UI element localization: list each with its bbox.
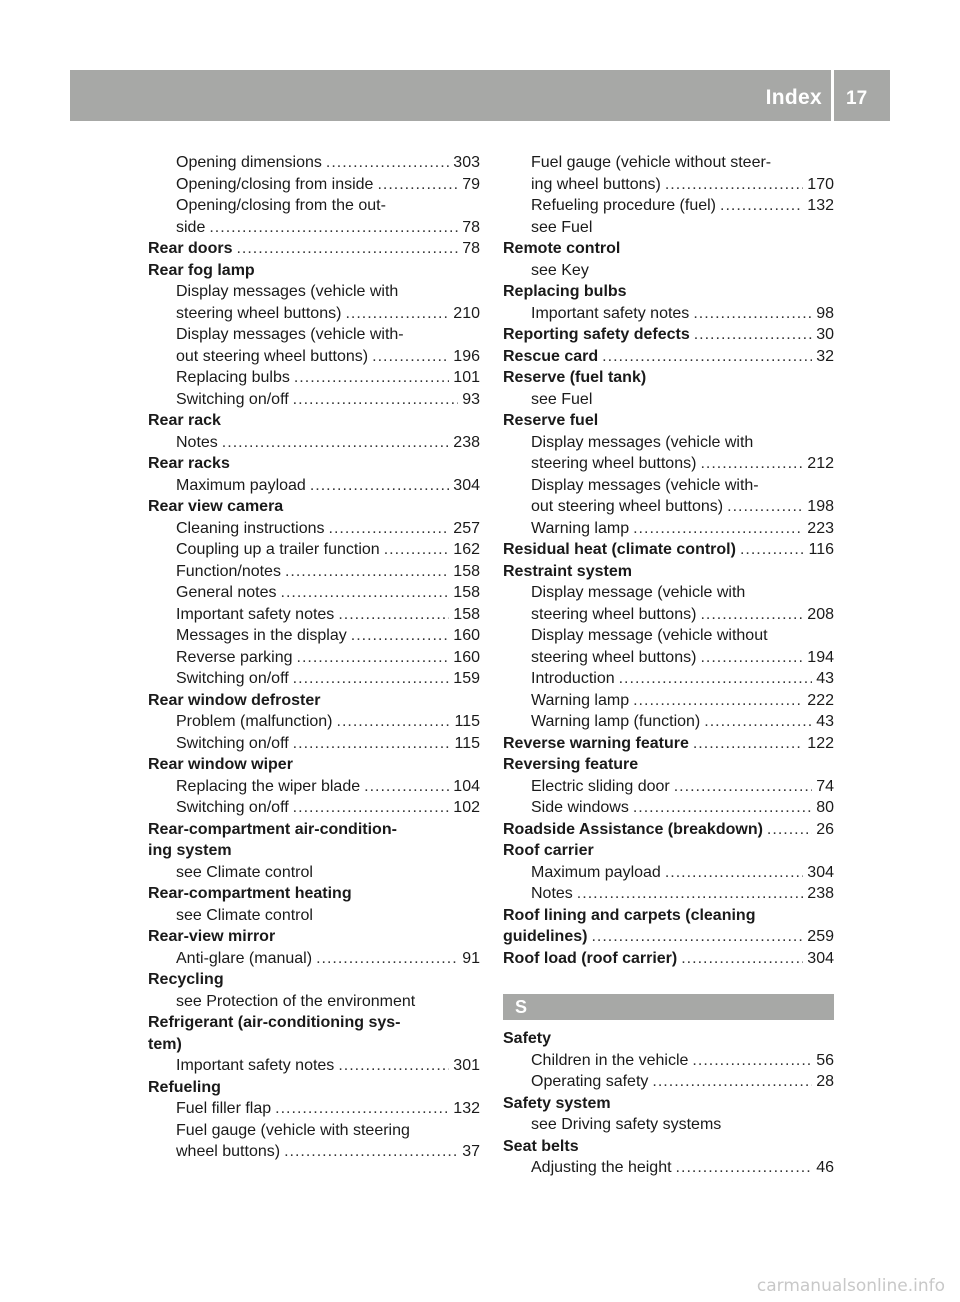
entry-text: Introduction xyxy=(531,670,615,687)
dot-leader xyxy=(384,539,450,561)
index-subentry[interactable] xyxy=(148,539,480,561)
dot-leader xyxy=(293,668,450,690)
entry-text: see Fuel xyxy=(531,390,593,408)
entry-text: Rear-view mirror xyxy=(148,928,276,945)
dot-leader xyxy=(665,174,803,196)
header-divider xyxy=(831,70,834,121)
page-reference[interactable]: 304 xyxy=(807,949,834,967)
dot-leader xyxy=(676,1157,813,1179)
dot-leader xyxy=(694,324,812,346)
page-reference[interactable]: 43 xyxy=(816,713,834,730)
dot-leader xyxy=(693,303,812,325)
index-subentry[interactable] xyxy=(503,797,834,819)
index-column-left xyxy=(148,152,480,1163)
page-reference[interactable]: 132 xyxy=(807,197,834,214)
entry-text: Side windows xyxy=(531,799,629,816)
dot-leader xyxy=(700,604,803,626)
page-reference[interactable]: 303 xyxy=(453,154,480,171)
index-subentry[interactable] xyxy=(148,152,480,174)
entry-text: Electric sliding door xyxy=(531,777,670,795)
index-subentry[interactable] xyxy=(503,475,834,518)
index-subentry xyxy=(148,991,480,1013)
section-letter: S xyxy=(503,994,834,1020)
dot-leader xyxy=(681,948,803,970)
entry-text: Rear fog lamp xyxy=(148,261,255,279)
entry-text: Adjusting the height xyxy=(531,1159,672,1176)
dot-leader xyxy=(633,518,803,540)
entry-text: Refueling procedure (fuel) xyxy=(531,197,716,214)
page-reference[interactable]: 80 xyxy=(816,799,834,816)
index-subentry xyxy=(148,905,480,927)
index-subentry[interactable] xyxy=(148,1055,480,1077)
dot-leader xyxy=(222,432,450,454)
entry-text: see Driving safety systems xyxy=(531,1116,722,1133)
dot-leader xyxy=(577,883,804,905)
index-subentry[interactable] xyxy=(148,561,480,583)
index-subentry[interactable] xyxy=(503,1071,834,1093)
page-reference[interactable]: 43 xyxy=(816,670,834,687)
dot-leader xyxy=(310,475,449,497)
entry-text: steering wheel buttons) xyxy=(176,304,342,322)
page-reference[interactable]: 170 xyxy=(807,175,834,193)
index-entry xyxy=(148,260,480,282)
index-subentry[interactable] xyxy=(148,1098,480,1120)
index-subentry[interactable] xyxy=(503,776,834,798)
dot-leader xyxy=(338,1055,449,1077)
index-entry[interactable] xyxy=(503,819,834,841)
dot-leader xyxy=(293,389,459,411)
entry-text: Messages in the display xyxy=(176,627,347,644)
index-entry xyxy=(148,690,480,712)
entry-text: Fuel gauge (vehicle with steering xyxy=(176,1121,410,1139)
dot-leader xyxy=(665,862,803,884)
index-subentry[interactable] xyxy=(503,518,834,540)
index-subentry[interactable] xyxy=(148,518,480,540)
dot-leader xyxy=(720,195,803,217)
dot-leader xyxy=(740,539,805,561)
dot-leader xyxy=(293,797,450,819)
entry-text: Recycling xyxy=(148,971,224,988)
page-reference[interactable]: 223 xyxy=(807,519,834,537)
entry-text: Safety xyxy=(503,1030,552,1047)
index-entry[interactable] xyxy=(503,948,834,970)
page-reference[interactable]: 98 xyxy=(816,304,834,322)
dot-leader xyxy=(602,346,812,368)
entry-text: Display messages (vehicle with- xyxy=(176,326,404,343)
entry-text: see Climate control xyxy=(176,863,313,881)
entry-text: Seat belts xyxy=(503,1137,579,1155)
entry-text: Roof lining and carpets (cleaning xyxy=(503,906,756,924)
entry-text: Rescue card xyxy=(503,347,599,365)
dot-leader xyxy=(293,733,451,755)
entry-text: out steering wheel buttons) xyxy=(176,347,369,365)
page-reference[interactable]: 160 xyxy=(453,627,480,644)
index-entry xyxy=(503,840,834,862)
dot-leader xyxy=(326,152,449,174)
entry-text: Replacing bulbs xyxy=(503,283,627,300)
entry-text: Warning lamp (function) xyxy=(531,713,701,730)
page-reference[interactable]: 115 xyxy=(454,734,480,752)
entry-text: Rear-compartment heating xyxy=(148,885,352,902)
entry-text: Fuel filler flap xyxy=(176,1100,272,1117)
dot-leader xyxy=(727,496,803,518)
index-entry xyxy=(503,367,834,389)
dot-leader xyxy=(674,776,812,798)
page-reference[interactable]: 158 xyxy=(453,562,480,580)
entry-text: Rear window defroster xyxy=(148,691,321,709)
page-reference[interactable]: 37 xyxy=(462,1143,480,1160)
index-entry xyxy=(503,561,834,583)
entry-text: Fuel gauge (vehicle without steer- xyxy=(531,154,772,171)
index-entry[interactable] xyxy=(503,324,834,346)
index-subentry xyxy=(503,389,834,411)
entry-text: Opening/closing from inside xyxy=(176,175,374,193)
dot-leader xyxy=(652,1071,812,1093)
page-reference[interactable]: 28 xyxy=(816,1073,834,1090)
entry-text: Warning lamp xyxy=(531,519,630,537)
dot-leader xyxy=(284,1141,458,1163)
dot-leader xyxy=(297,647,450,669)
entry-text: wheel buttons) xyxy=(176,1143,281,1160)
entry-text: Restraint system xyxy=(503,562,632,580)
index-subentry[interactable] xyxy=(148,174,480,196)
page-reference[interactable]: 26 xyxy=(816,820,834,838)
entry-text: Roadside Assistance (breakdown) xyxy=(503,820,763,838)
index-subentry[interactable] xyxy=(148,324,480,367)
index-subentry[interactable] xyxy=(148,195,480,238)
index-subentry xyxy=(503,1114,834,1136)
index-subentry[interactable] xyxy=(148,281,480,324)
entry-text: Display messages (vehicle with xyxy=(531,433,754,451)
entry-text: Display message (vehicle without xyxy=(531,627,768,644)
entry-text: Maximum payload xyxy=(531,863,661,881)
index-entry xyxy=(503,754,834,776)
index-entry xyxy=(148,754,480,776)
dot-leader xyxy=(700,453,803,475)
dot-leader xyxy=(294,367,449,389)
entry-text: ing system xyxy=(148,842,232,859)
dot-leader xyxy=(372,346,449,368)
index-entry xyxy=(148,926,480,948)
entry-text: Rear doors xyxy=(148,240,233,257)
page-reference[interactable]: 104 xyxy=(453,777,480,795)
index-subentry[interactable] xyxy=(148,625,480,647)
index-subentry[interactable] xyxy=(148,432,480,454)
page-reference[interactable]: 158 xyxy=(453,584,480,601)
entry-text: ing wheel buttons) xyxy=(531,175,661,193)
index-subentry[interactable] xyxy=(503,303,834,325)
entry-text: Refueling xyxy=(148,1078,221,1096)
page-reference[interactable]: 160 xyxy=(453,648,480,666)
entry-text: Rear racks xyxy=(148,455,230,472)
entry-text: Display message (vehicle with xyxy=(531,584,746,601)
index-subentry[interactable] xyxy=(148,711,480,733)
index-entry xyxy=(148,819,480,862)
watermark: carmanualsonline.info xyxy=(756,1276,945,1296)
dot-leader xyxy=(236,238,458,260)
dot-leader xyxy=(285,561,449,583)
entry-text: Important safety notes xyxy=(531,304,690,322)
page-reference[interactable]: 32 xyxy=(816,347,834,365)
index-subentry[interactable] xyxy=(503,690,834,712)
index-entry xyxy=(148,496,480,518)
index-subentry[interactable] xyxy=(148,582,480,604)
page-reference[interactable]: 208 xyxy=(807,605,834,623)
entry-text: steering wheel buttons) xyxy=(531,455,697,472)
entry-text: see Protection of the environment xyxy=(176,992,416,1010)
entry-text: Switching on/off xyxy=(176,799,289,816)
index-subentry[interactable] xyxy=(503,152,834,195)
dot-leader xyxy=(619,668,813,690)
dot-leader xyxy=(316,948,458,970)
index-subentry[interactable] xyxy=(503,862,834,884)
dot-leader xyxy=(329,518,450,540)
index-subentry[interactable] xyxy=(503,582,834,625)
entry-text: out steering wheel buttons) xyxy=(531,498,724,515)
index-entry xyxy=(148,883,480,905)
index-subentry[interactable] xyxy=(148,797,480,819)
index-entry xyxy=(503,281,834,303)
entry-text: Coupling up a trailer function xyxy=(176,541,380,558)
entry-text: steering wheel buttons) xyxy=(531,648,697,666)
entry-text: Rear view camera xyxy=(148,498,284,515)
entry-text: see Key xyxy=(531,261,589,279)
page-reference[interactable]: 30 xyxy=(816,326,834,343)
page-reference[interactable]: 301 xyxy=(453,1057,480,1074)
page-reference[interactable]: 93 xyxy=(462,390,480,408)
entry-text: Remote control xyxy=(503,240,621,257)
index-entry[interactable] xyxy=(503,539,834,561)
index-entry xyxy=(148,410,480,432)
index-subentry xyxy=(503,260,834,282)
index-entry[interactable] xyxy=(503,346,834,368)
page-reference[interactable]: 194 xyxy=(807,648,834,666)
entry-text: Reporting safety defects xyxy=(503,326,690,343)
entry-text: Important safety notes xyxy=(176,605,335,623)
page-reference[interactable]: 222 xyxy=(807,691,834,709)
entry-text: Roof carrier xyxy=(503,842,594,859)
page-reference[interactable]: 74 xyxy=(816,777,834,795)
index-entry xyxy=(503,1028,834,1050)
page-reference[interactable]: 91 xyxy=(462,949,480,967)
page-reference[interactable]: 101 xyxy=(453,369,480,386)
page-reference[interactable]: 257 xyxy=(453,519,480,537)
entry-text: Reserve (fuel tank) xyxy=(503,369,647,386)
page-reference[interactable]: 212 xyxy=(807,455,834,472)
page-reference[interactable]: 162 xyxy=(453,541,480,558)
dot-leader xyxy=(275,1098,449,1120)
index-entry xyxy=(503,1136,834,1158)
dot-leader xyxy=(591,926,803,948)
entry-text: Rear window wiper xyxy=(148,756,293,773)
index-subentry[interactable] xyxy=(503,668,834,690)
page-reference[interactable]: 159 xyxy=(453,670,480,687)
page-reference[interactable]: 78 xyxy=(462,240,480,257)
entry-text: Display messages (vehicle with- xyxy=(531,476,759,494)
entry-text: Opening dimensions xyxy=(176,154,322,171)
entry-text: Reversing feature xyxy=(503,756,639,773)
index-subentry[interactable] xyxy=(503,1157,834,1179)
dot-leader xyxy=(345,303,449,325)
index-column-right xyxy=(503,152,834,1179)
entry-text: Replacing the wiper blade xyxy=(176,777,361,795)
index-entry xyxy=(503,410,834,432)
page-reference[interactable]: 132 xyxy=(453,1100,480,1117)
page-reference[interactable]: 122 xyxy=(807,734,834,752)
dot-leader xyxy=(338,604,449,626)
page-reference[interactable]: 259 xyxy=(807,928,834,945)
entry-text: Reverse parking xyxy=(176,648,293,666)
entry-text: Switching on/off xyxy=(176,734,289,752)
index-entry[interactable] xyxy=(503,905,834,948)
entry-text: Reserve fuel xyxy=(503,412,599,429)
entry-text: Switching on/off xyxy=(176,390,289,408)
entry-text: guidelines) xyxy=(503,928,588,945)
index-subentry[interactable] xyxy=(503,195,834,217)
index-subentry[interactable] xyxy=(503,1050,834,1072)
index-subentry[interactable] xyxy=(148,948,480,970)
entry-text: side xyxy=(176,218,206,236)
entry-text: Problem (malfunction) xyxy=(176,713,333,730)
index-subentry[interactable] xyxy=(148,668,480,690)
index-subentry[interactable] xyxy=(503,711,834,733)
entry-text: Reverse warning feature xyxy=(503,734,689,752)
entry-text: Anti-glare (manual) xyxy=(176,949,313,967)
dot-leader xyxy=(337,711,451,733)
index-subentry[interactable] xyxy=(503,883,834,905)
entry-text: Opening/closing from the out- xyxy=(176,197,386,214)
entry-text: Safety system xyxy=(503,1094,611,1112)
page-reference[interactable]: 238 xyxy=(807,885,834,902)
dot-leader xyxy=(693,733,803,755)
entry-text: Important safety notes xyxy=(176,1057,335,1074)
page-reference[interactable]: 304 xyxy=(453,476,480,494)
index-entry xyxy=(148,1012,480,1055)
index-entry[interactable] xyxy=(503,733,834,755)
index-subentry[interactable] xyxy=(148,389,480,411)
entry-text: Notes xyxy=(531,885,573,902)
dot-leader xyxy=(633,690,803,712)
entry-text: General notes xyxy=(176,584,277,601)
page-reference[interactable]: 198 xyxy=(807,498,834,515)
page-reference[interactable]: 46 xyxy=(816,1159,834,1176)
page-reference[interactable]: 56 xyxy=(816,1051,834,1069)
index-subentry xyxy=(148,862,480,884)
page-reference[interactable]: 116 xyxy=(808,541,834,558)
entry-text: Switching on/off xyxy=(176,670,289,687)
page-number: 17 xyxy=(846,88,868,109)
dot-leader xyxy=(633,797,812,819)
index-entry[interactable] xyxy=(148,238,480,260)
entry-text: see Climate control xyxy=(176,906,313,924)
index-subentry[interactable] xyxy=(148,776,480,798)
index-entry xyxy=(148,453,480,475)
index-subentry xyxy=(503,217,834,239)
page-reference[interactable]: 115 xyxy=(454,713,480,730)
dot-leader xyxy=(704,711,812,733)
entry-text: Maximum payload xyxy=(176,476,306,494)
page-reference[interactable]: 79 xyxy=(462,175,480,193)
dot-leader xyxy=(767,819,812,841)
entry-text: steering wheel buttons) xyxy=(531,605,697,623)
entry-text: Children in the vehicle xyxy=(531,1051,689,1069)
dot-leader xyxy=(364,776,449,798)
index-entry xyxy=(148,1077,480,1099)
dot-leader xyxy=(377,174,458,196)
dot-leader xyxy=(209,217,458,239)
index-subentry[interactable] xyxy=(148,604,480,626)
page-reference[interactable]: 102 xyxy=(453,799,480,816)
dot-leader xyxy=(281,582,450,604)
entry-text: Function/notes xyxy=(176,562,281,580)
entry-text: Rear rack xyxy=(148,412,221,429)
index-subentry[interactable] xyxy=(503,625,834,668)
page-reference[interactable]: 304 xyxy=(807,863,834,881)
index-entry xyxy=(503,1093,834,1115)
entry-text: Replacing bulbs xyxy=(176,369,290,386)
entry-text: Display messages (vehicle with xyxy=(176,283,399,300)
index-subentry[interactable] xyxy=(148,1120,480,1163)
entry-text: Notes xyxy=(176,433,218,451)
entry-text: Operating safety xyxy=(531,1073,649,1090)
entry-text: Warning lamp xyxy=(531,691,630,709)
page-reference[interactable]: 238 xyxy=(453,433,480,451)
index-subentry[interactable] xyxy=(503,432,834,475)
entry-text: see Fuel xyxy=(531,218,593,236)
entry-text: Rear-compartment air-condition- xyxy=(148,820,397,838)
entry-text: Refrigerant (air-conditioning sys- xyxy=(148,1014,401,1031)
index-entry xyxy=(503,238,834,260)
page-reference[interactable]: 158 xyxy=(453,605,480,623)
index-subentry[interactable] xyxy=(148,733,480,755)
dot-leader xyxy=(700,647,803,669)
entry-text: Residual heat (climate control) xyxy=(503,541,736,558)
dot-leader xyxy=(351,625,450,647)
index-entry xyxy=(148,969,480,991)
page-reference[interactable]: 196 xyxy=(453,347,480,365)
index-subentry[interactable] xyxy=(148,367,480,389)
page-reference[interactable]: 210 xyxy=(453,304,480,322)
entry-text: Cleaning instructions xyxy=(176,519,325,537)
entry-text: Roof load (roof carrier) xyxy=(503,949,678,967)
index-subentry[interactable] xyxy=(148,647,480,669)
index-subentry[interactable] xyxy=(148,475,480,497)
dot-leader xyxy=(692,1050,812,1072)
page-title: Index xyxy=(765,86,822,109)
entry-text: tem) xyxy=(148,1035,182,1053)
page-reference[interactable]: 78 xyxy=(462,218,480,236)
